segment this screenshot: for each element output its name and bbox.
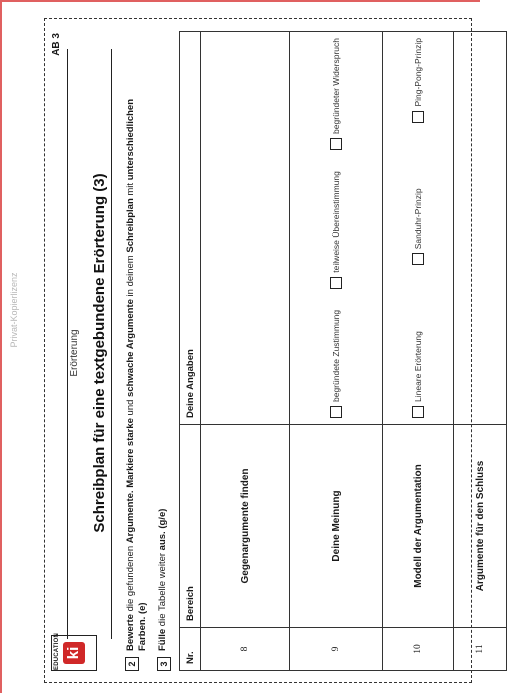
table-row — [454, 32, 507, 671]
logo-text: EDUCATION — [54, 632, 60, 670]
row-area: Modell der Argumentation — [383, 425, 454, 628]
table-row — [201, 32, 290, 671]
checkbox[interactable] — [412, 406, 424, 418]
option-ping-pong-prinzip[interactable]: Ping-Pong-Prinzip — [412, 38, 424, 123]
task-number: 3 — [157, 657, 171, 671]
topic-label: Erörterung — [69, 329, 80, 377]
task-3 — [157, 91, 171, 671]
sheet-id: AB 3 — [51, 33, 62, 56]
page-title: Schreibplan für eine textgebundene Erörterung (3) — [91, 173, 108, 533]
answer-cell[interactable] — [454, 32, 507, 425]
plan-table — [179, 31, 507, 671]
row-area: Gegenargumente finden — [201, 425, 290, 628]
option-begruendeter-widerspruch[interactable]: begründeter Widerspruch — [330, 38, 342, 150]
row-area: Argumente für den Schluss — [454, 425, 507, 628]
task-number: 2 — [125, 657, 139, 671]
header-area: Bereich — [180, 425, 201, 628]
header-input: Deine Angaben — [180, 32, 201, 425]
row-number: 9 — [290, 628, 383, 671]
checkbox[interactable] — [412, 253, 424, 265]
task-text: Fülle die Tabelle weiter aus. (g/e) — [157, 508, 168, 651]
row-number: 10 — [383, 628, 454, 671]
header-nr: Nr. — [180, 628, 201, 671]
watermark: Privat-Kopierlizenz — [9, 272, 19, 348]
table-row — [290, 32, 383, 671]
option-teilweise-uebereinstimmung[interactable]: teilweise Übereinstimmung — [330, 171, 342, 289]
table-header-row — [180, 32, 201, 671]
table-row — [383, 32, 454, 671]
row-number: 11 — [454, 628, 507, 671]
row-number: 8 — [201, 628, 290, 671]
checkbox[interactable] — [330, 277, 342, 289]
task-2 — [125, 91, 149, 671]
title-line — [111, 49, 112, 639]
worksheet — [49, 27, 486, 679]
row-area: Deine Meinung — [290, 425, 383, 628]
option-begruendete-zustimmung[interactable]: begründete Zustimmung — [330, 310, 342, 418]
option-lineare-eroerterung[interactable]: Lineare Erörterung — [412, 331, 424, 418]
checkbox[interactable] — [330, 138, 342, 150]
header-line — [67, 49, 68, 639]
checkbox[interactable] — [330, 406, 342, 418]
logo-mark-icon: ki — [63, 642, 85, 664]
answer-cell[interactable] — [201, 32, 290, 425]
option-sanduhr-prinzip[interactable]: Sanduhr-Prinzip — [412, 188, 424, 265]
task-text: Bewerte die gefundenen Argumente. Markiere starke und schwache Argumente in deinem Schreibplan mit unterschiedlichen Farben. (e) — [125, 98, 148, 651]
checkbox[interactable] — [412, 111, 424, 123]
answer-cell — [383, 32, 454, 425]
worksheet-border — [44, 18, 486, 683]
answer-cell — [290, 32, 383, 425]
